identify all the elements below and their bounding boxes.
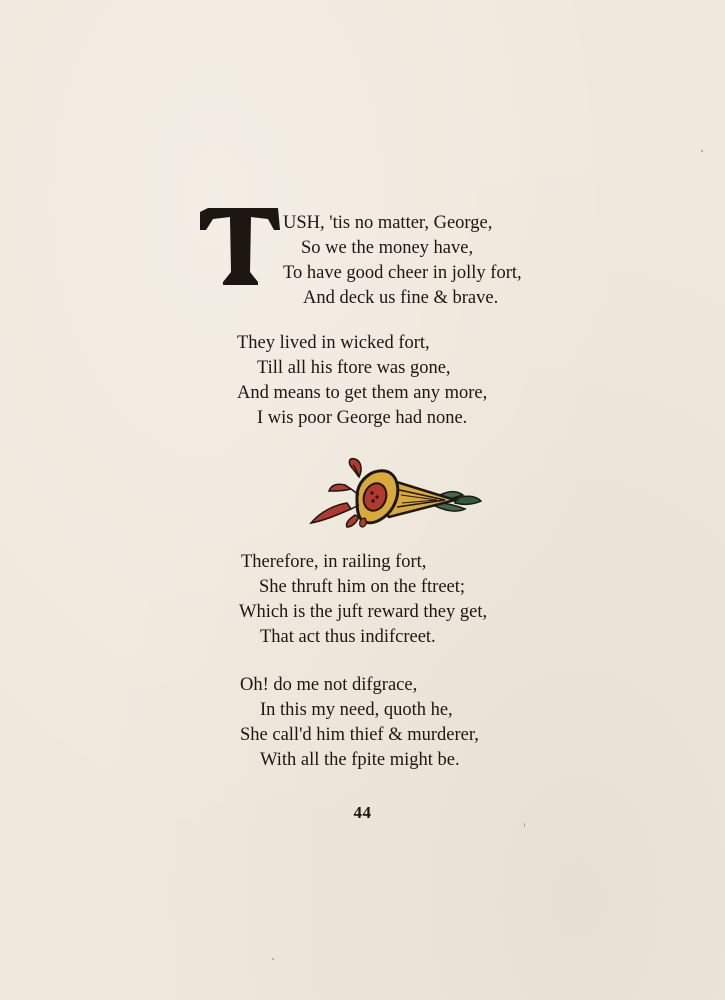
flower-ornament-icon [305, 455, 485, 531]
verse-line: Till all his ftore was gone, [257, 358, 451, 378]
verse-line: That act thus indifcreet. [260, 627, 436, 647]
verse-line: In this my need, quoth he, [260, 700, 453, 720]
verse-line: To have good cheer in jolly fort, [283, 263, 522, 283]
stanza-2 [237, 331, 487, 431]
page-number: 44 [353, 803, 372, 822]
paper-speck [701, 150, 703, 152]
verse-line: Oh! do me not difgrace, [240, 675, 418, 695]
verse-line: She call'd him thief & murderer, [240, 725, 479, 745]
stanza-1 [283, 211, 522, 311]
paper-speck [524, 823, 525, 827]
verse-line: And means to get them any more, [237, 383, 488, 403]
verse-line: She thruft him on the ftreet; [259, 577, 466, 597]
verse-line: Which is the juft reward they get, [239, 602, 488, 622]
stanza-3 [241, 550, 487, 650]
verse-line: Therefore, in railing fort, [241, 552, 427, 572]
verse-line: So we the money have, [301, 238, 474, 258]
verse-line: With all the fpite might be. [260, 750, 460, 770]
verse-line: And deck us fine & brave. [303, 288, 499, 308]
verse-line: They lived in wicked fort, [237, 333, 430, 353]
verse-line: USH, 'tis no matter, George, [283, 213, 493, 233]
paper-speck [272, 958, 274, 960]
verse-line: I wis poor George had none. [257, 408, 468, 428]
drop-cap-t-icon [198, 206, 282, 288]
stanza-4 [240, 673, 479, 773]
